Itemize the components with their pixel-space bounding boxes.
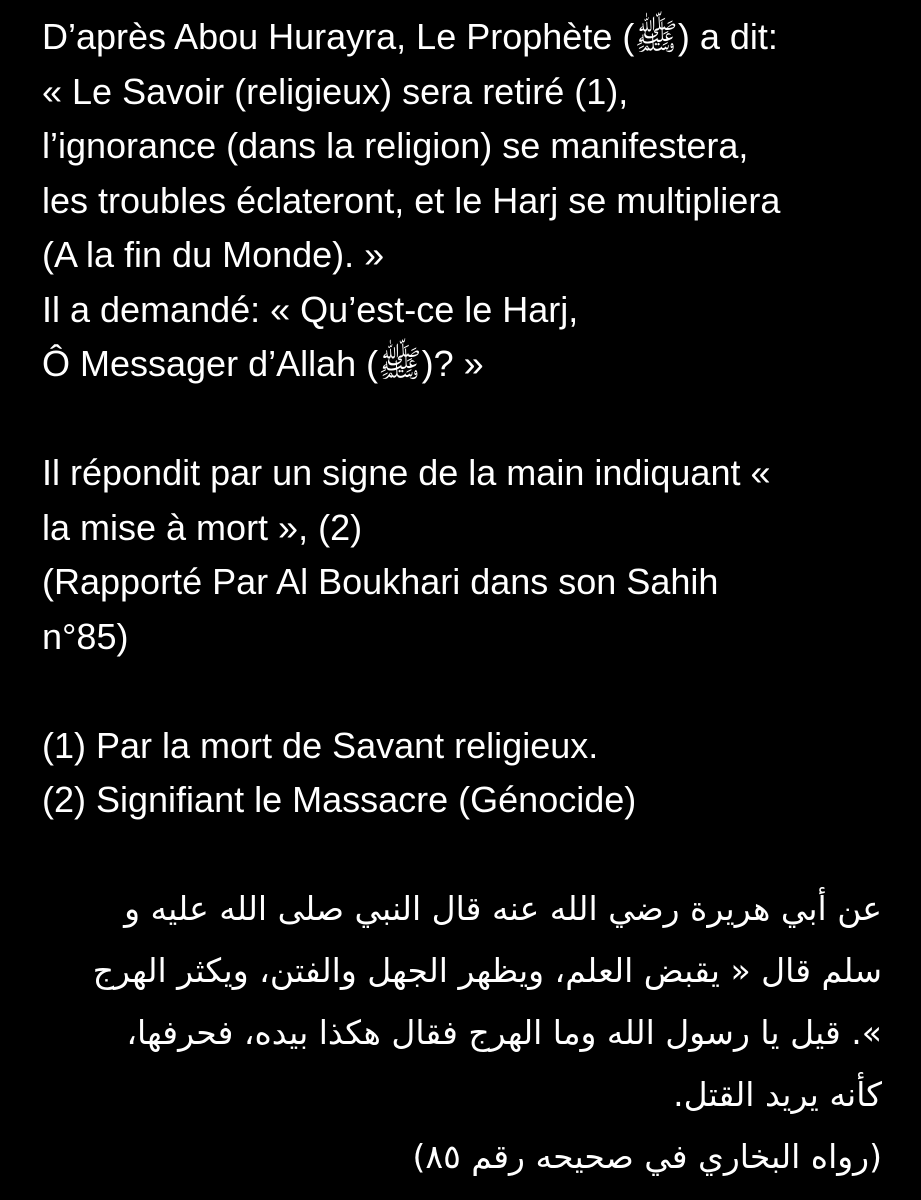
arabic-line-2: سلم قال « يقبض العلم، ويظهر الجهل والفتن، ويكثر الهرج: [92, 951, 882, 990]
french-line-7: Ô Messager d’Allah (ﷺ)? »: [42, 343, 484, 384]
french-line-3: l’ignorance (dans la religion) se manifestera,: [42, 125, 749, 166]
footnote-1: (1) Par la mort de Savant religieux.: [42, 724, 599, 766]
arabic-line-1: عن أبي هريرة رضي الله عنه قال النبي صلى الله عليه و: [124, 889, 882, 928]
arabic-line-3: ». قيل يا رسول الله وما الهرج فقال هكذا بيده، فحرفها،: [126, 1013, 882, 1052]
arabic-hadith-text: [30, 878, 882, 1188]
french-line-8: Il répondit par un signe de la main indiquant «: [42, 452, 771, 493]
french-line-5: (A la fin du Monde). »: [42, 234, 385, 275]
paragraph-spacer: [42, 664, 902, 719]
paragraph-spacer: [42, 392, 902, 447]
french-line-10: (Rapporté Par Al Boukhari dans son Sahih: [42, 561, 719, 602]
french-line-1: D’après Abou Hurayra, Le Prophète (ﷺ) a dit:: [42, 16, 778, 57]
arabic-source-line: (رواه البخاري في صحيحه رقم ٨٥): [412, 1137, 882, 1176]
french-line-11: n°85): [42, 615, 129, 657]
french-line-9: la mise à mort », (2): [42, 506, 363, 548]
french-line-6: Il a demandé: « Qu’est-ce le Harj,: [42, 288, 579, 330]
french-line-4: les troubles éclateront, et le Harj se multipliera: [42, 179, 781, 221]
arabic-line-4: كأنه يريد القتل.: [673, 1075, 882, 1114]
french-line-2: « Le Savoir (religieux) sera retiré (1),: [42, 70, 629, 112]
footnote-2: (2) Signifiant le Massacre (Génocide): [42, 779, 637, 820]
french-hadith-text: [42, 10, 902, 828]
